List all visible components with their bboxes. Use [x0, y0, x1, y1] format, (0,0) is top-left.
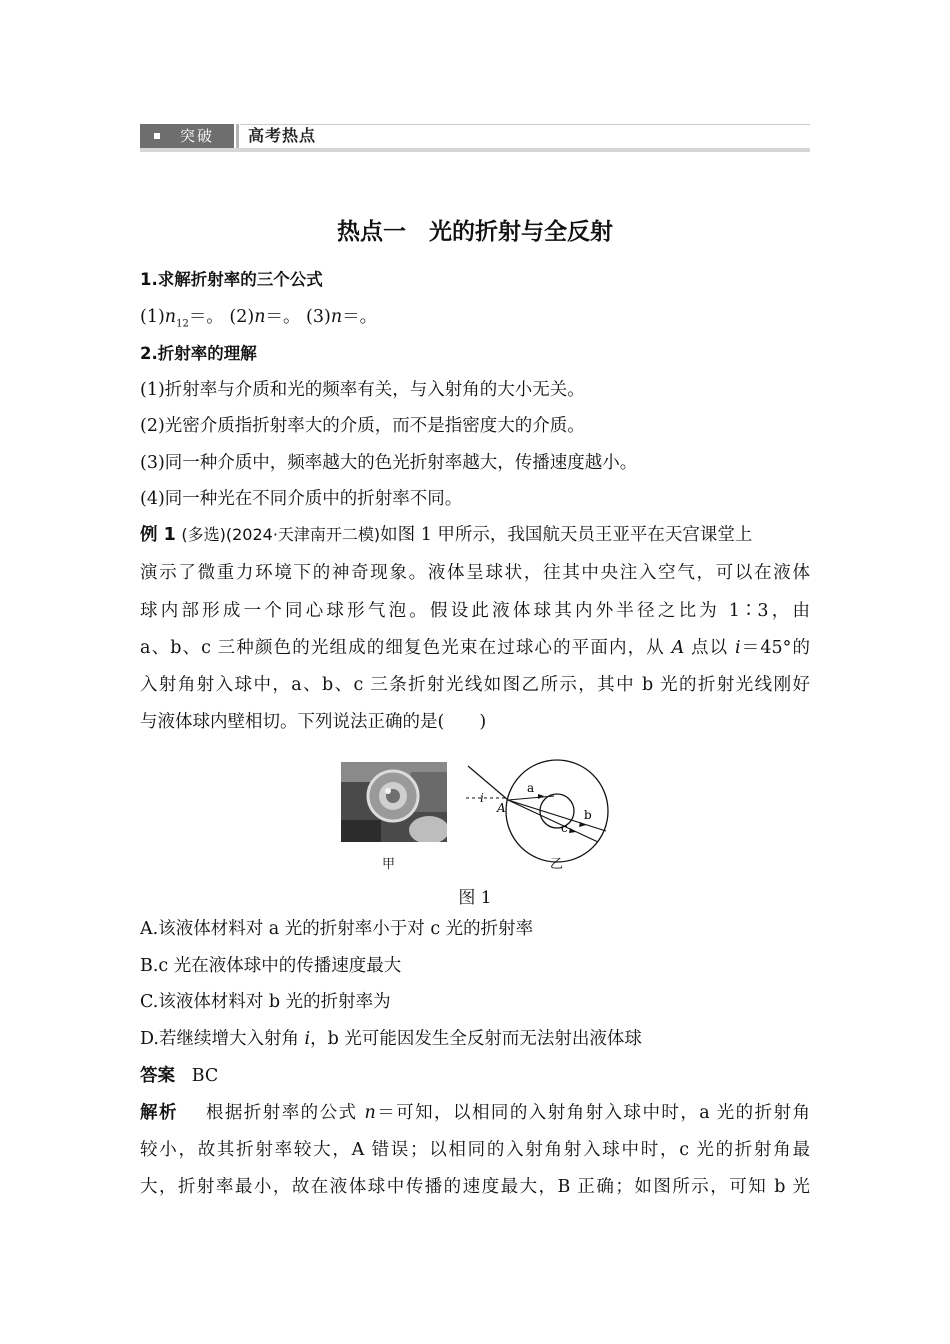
formula1-sub: 12: [176, 318, 189, 330]
option-D: [140, 1027, 642, 1051]
banner-bottom-rule: [140, 148, 810, 152]
example-tag: (多选): [181, 525, 226, 544]
diagram-label-A: A: [497, 801, 506, 815]
refraction-diagram: [460, 752, 620, 876]
answer-line: [140, 1064, 218, 1088]
analysis-label: 解析: [140, 1103, 178, 1123]
section1-title: 1.求解折射率的三个公式: [140, 270, 323, 289]
square-bullet-icon: [154, 133, 160, 139]
option-A: A.该液体材料对 a 光的折射率小于对 c 光的折射率: [140, 919, 534, 939]
analysis-line-2: 较小，故其折射率较大，A 错误；以相同的入射角射入球中时，c 光的折射角最: [140, 1140, 810, 1160]
example-line-4: [140, 636, 810, 660]
formula1-var: n: [164, 307, 177, 327]
example-text: a、b、c 三种颜色的光组成的细复色光束在过球心的平面内，从: [140, 638, 665, 658]
example-line-5: 入射角射入球中，a、b、c 三条折射光线如图乙所示，其中 b 光的折射光线刚好: [140, 675, 810, 695]
formula2-var: n: [254, 307, 266, 327]
section2-title: 2.折射率的理解: [140, 344, 257, 363]
example-source: (2024·天津南开二模): [225, 525, 381, 544]
diagram-label-c: c: [561, 821, 568, 835]
example-text: 如图 1 甲所示，我国航天员王亚平在天宫课堂上: [380, 525, 753, 545]
formula2-rest: ＝。: [265, 307, 301, 327]
option-C: C.该液体材料对 b 光的折射率为: [140, 992, 391, 1012]
formula-var-n: n: [364, 1103, 376, 1123]
diagram-label-b: b: [584, 808, 592, 822]
banner-top-rule: [240, 124, 810, 125]
section2-item: (2)光密介质指折射率大的介质，而不是指密度大的介质。: [140, 416, 585, 436]
section-banner: [140, 124, 810, 154]
angle-i-label: i: [304, 1029, 311, 1049]
point-A-label: A: [671, 638, 685, 658]
figure-caption-left: 甲: [382, 857, 396, 872]
figure-caption-right: 乙: [550, 857, 564, 872]
example-line-6: 与液体球内壁相切。下列说法正确的是( ): [140, 712, 487, 732]
analysis-line-1: [140, 1101, 810, 1125]
example-line-3: 球内部形成一个同心球形气泡。假设此液体球其内外半径之比为 1∶3，由: [140, 601, 810, 621]
banner-label-block: [140, 124, 234, 148]
formula2-prefix: (2): [229, 307, 255, 327]
example-text: ＝45°的: [740, 638, 810, 658]
example-line-2: 演示了微重力环境下的神奇现象。液体呈球状，往其中央注入空气，可以在液体: [140, 563, 810, 583]
analysis-line-3: 大，折射率最小，故在液体球中传播的速度最大，B 正确；如图所示，可知 b 光: [140, 1177, 810, 1197]
example-label: 例 1: [140, 525, 176, 545]
option-B: B.c 光在液体球中的传播速度最大: [140, 956, 402, 976]
analysis-text: 根据折射率的公式: [205, 1103, 365, 1123]
banner-left-label: 突破: [180, 127, 215, 145]
astronaut-photo: [341, 762, 447, 842]
analysis-text: ＝可知，以相同的入射角射入球中时，a 光的折射角: [375, 1103, 810, 1123]
formula3-prefix: (3): [306, 307, 331, 327]
section2-item: (3)同一种介质中，频率越大的色光折射率越大，传播速度越小。: [140, 453, 638, 473]
example-text: 点以: [684, 638, 735, 658]
diagram-label-a: a: [527, 781, 535, 795]
answer-value: BC: [191, 1066, 219, 1086]
example-line-1: [140, 523, 752, 547]
formula1-rest: ＝。: [188, 307, 224, 327]
formula1-prefix: (1): [140, 307, 165, 327]
option-D-text: ，b 光可能因发生全反射而无法射出液体球: [310, 1029, 642, 1049]
banner-separator: [236, 124, 239, 148]
formula3-rest: ＝。: [342, 307, 378, 327]
banner-title: 高考热点: [248, 126, 317, 145]
angle-i-label: i: [734, 638, 741, 658]
formula-line: [140, 305, 377, 337]
section2-item: (4)同一种光在不同介质中的折射率不同。: [140, 489, 463, 509]
page-title: 热点一 光的折射与全反射: [337, 219, 613, 245]
section2-item: (1)折射率与介质和光的频率有关，与入射角的大小无关。: [140, 380, 585, 400]
formula3-var: n: [330, 307, 343, 327]
diagram-label-i: i: [480, 791, 484, 805]
option-D-text: D.若继续增大入射角: [140, 1029, 305, 1049]
figure-number: 图 1: [458, 888, 492, 908]
answer-label: 答案: [140, 1066, 175, 1086]
